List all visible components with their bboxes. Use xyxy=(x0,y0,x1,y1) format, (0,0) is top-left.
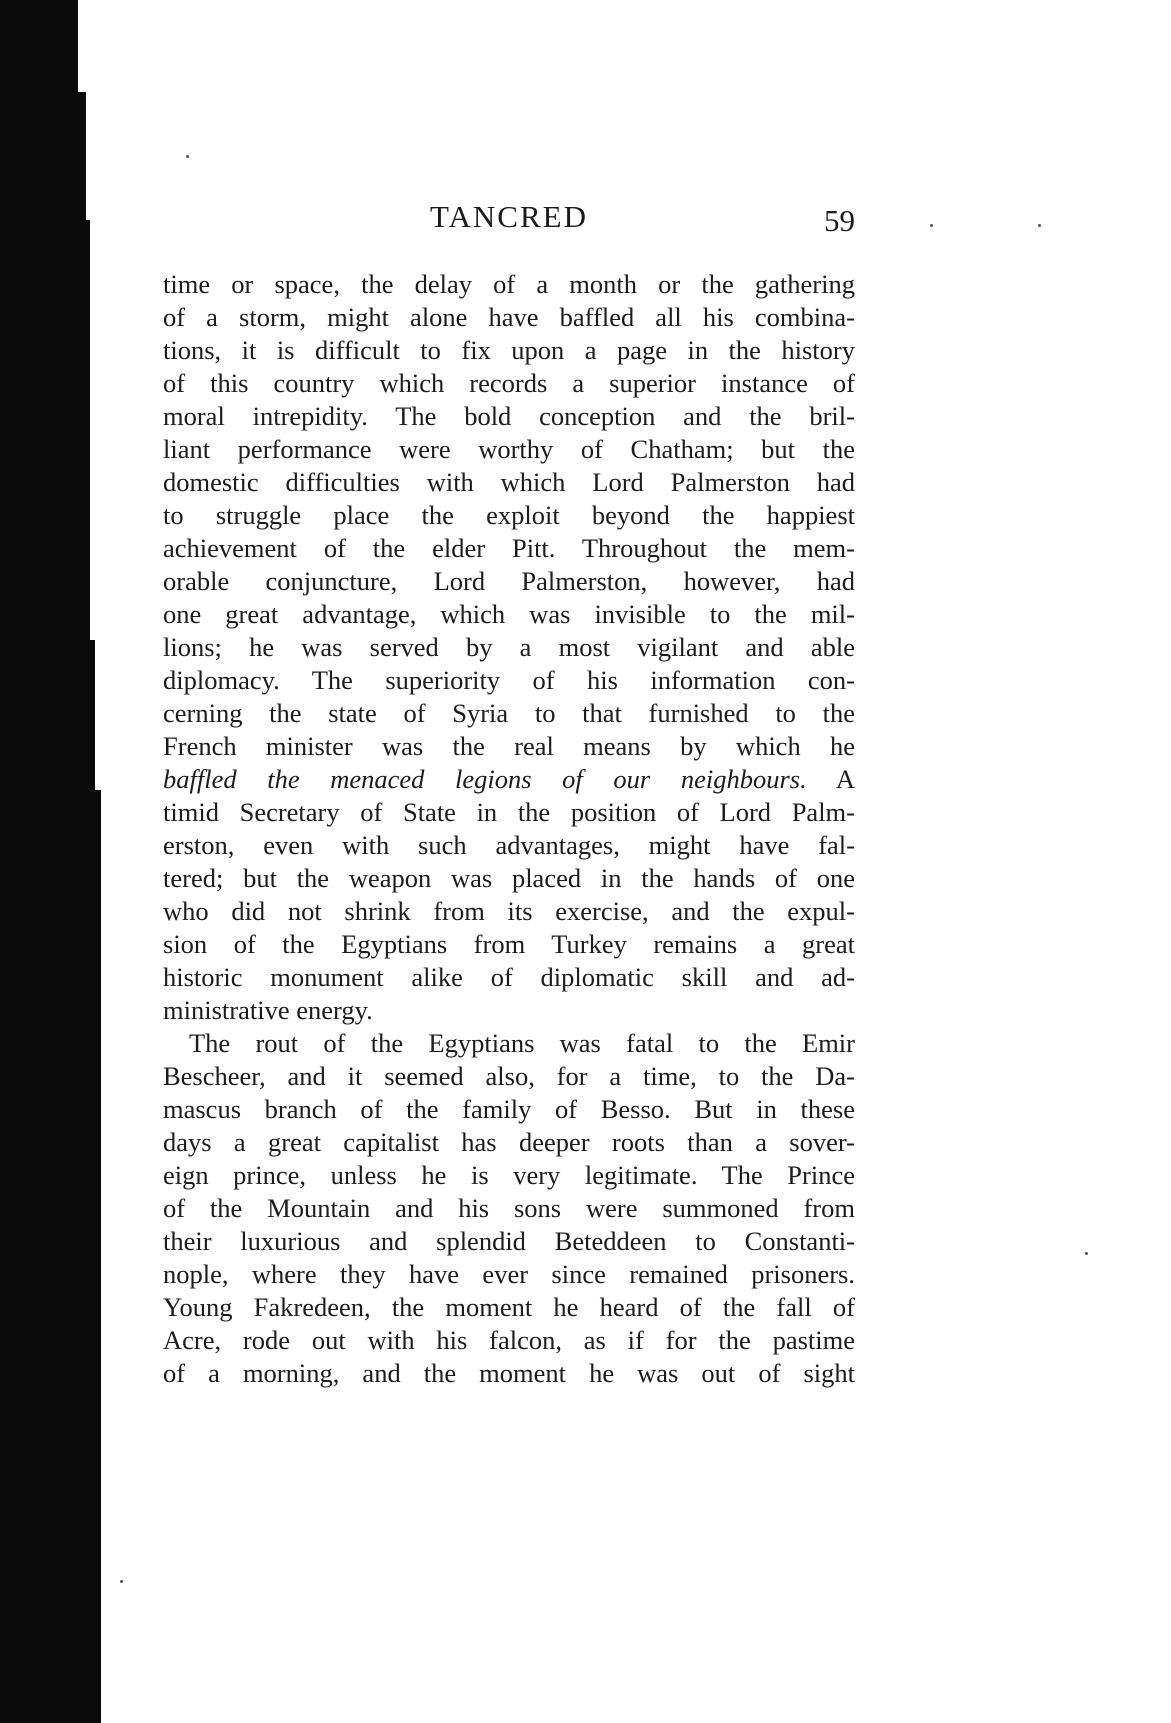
text-line: mascus branch of the family of Besso. But in these xyxy=(163,1094,855,1124)
text-line: The rout of the Egyptians was fatal to the Emir xyxy=(189,1028,855,1058)
italic-phrase: baffled the menaced legions of our neighbours. xyxy=(163,764,807,794)
text-line: time or space, the delay of a month or the gathering xyxy=(163,269,855,299)
page-number: 59 xyxy=(824,203,855,238)
binding-notch-lower xyxy=(95,640,101,790)
text-line: Acre, rode out with his falcon, as if for the pastime xyxy=(163,1325,855,1355)
binding-shadow xyxy=(0,0,101,1723)
text-line: French minister was the real means by which he xyxy=(163,731,855,761)
text-line: eign prince, unless he is very legitimate. The Prince xyxy=(163,1160,855,1190)
text-line: lions; he was served by a most vigilant and able xyxy=(163,632,855,662)
text-line: achievement of the elder Pitt. Throughout the mem- xyxy=(163,533,855,563)
page-header xyxy=(163,199,855,241)
paper-speck xyxy=(930,224,933,227)
binding-notch-upper xyxy=(86,92,101,220)
text-line: of a storm, might alone have baffled all his combina- xyxy=(163,302,855,332)
text-line: one great advantage, which was invisible to the mil- xyxy=(163,599,855,629)
text-line: liant performance were worthy of Chatham; but the xyxy=(163,434,855,464)
paper-speck xyxy=(1038,224,1041,227)
binding-notch-mid xyxy=(90,220,101,640)
text-line: Young Fakredeen, the moment he heard of the fall of xyxy=(163,1292,855,1322)
paragraph-1 xyxy=(163,268,855,1027)
text-line: nople, where they have ever since remained prisoners. xyxy=(163,1259,855,1289)
text-line: timid Secretary of State in the position of Lord Palm- xyxy=(163,797,855,827)
text-line: who did not shrink from its exercise, and the expul- xyxy=(163,896,855,926)
running-title: TANCRED xyxy=(430,199,588,234)
text-line: tered; but the weapon was placed in the hands of one xyxy=(163,863,855,893)
text-line: of this country which records a superior instance of xyxy=(163,368,855,398)
italic-line-rest: A xyxy=(806,764,855,794)
paper-speck xyxy=(186,155,189,158)
text-line: domestic difficulties with which Lord Palmerston had xyxy=(163,467,855,497)
text-line: ministrative energy. xyxy=(163,995,373,1025)
text-line: days a great capitalist has deeper roots than a sover- xyxy=(163,1127,855,1157)
body-text xyxy=(163,268,855,1390)
text-line: moral intrepidity. The bold conception and the bril- xyxy=(163,401,855,431)
text-line: Bescheer, and it seemed also, for a time, to the Da- xyxy=(163,1061,855,1091)
text-line: of a morning, and the moment he was out of sight xyxy=(163,1358,855,1388)
text-line: orable conjuncture, Lord Palmerston, however, had xyxy=(163,566,855,596)
paper-speck xyxy=(1085,1252,1088,1255)
text-line: their luxurious and splendid Beteddeen to Constanti- xyxy=(163,1226,855,1256)
binding-notch-top xyxy=(78,0,101,92)
text-line: diplomacy. The superiority of his information con- xyxy=(163,665,855,695)
paper-speck xyxy=(120,1580,123,1583)
text-line: tions, it is difficult to fix upon a page in the history xyxy=(163,335,855,365)
text-line: to struggle place the exploit beyond the happiest xyxy=(163,500,855,530)
text-line: cerning the state of Syria to that furnished to the xyxy=(163,698,855,728)
text-line: sion of the Egyptians from Turkey remains a great xyxy=(163,929,855,959)
text-line: erston, even with such advantages, might have fal- xyxy=(163,830,855,860)
paragraph-2 xyxy=(163,1027,855,1390)
text-line: historic monument alike of diplomatic skill and ad- xyxy=(163,962,855,992)
text-line-italic xyxy=(163,763,855,796)
text-line: of the Mountain and his sons were summoned from xyxy=(163,1193,855,1223)
